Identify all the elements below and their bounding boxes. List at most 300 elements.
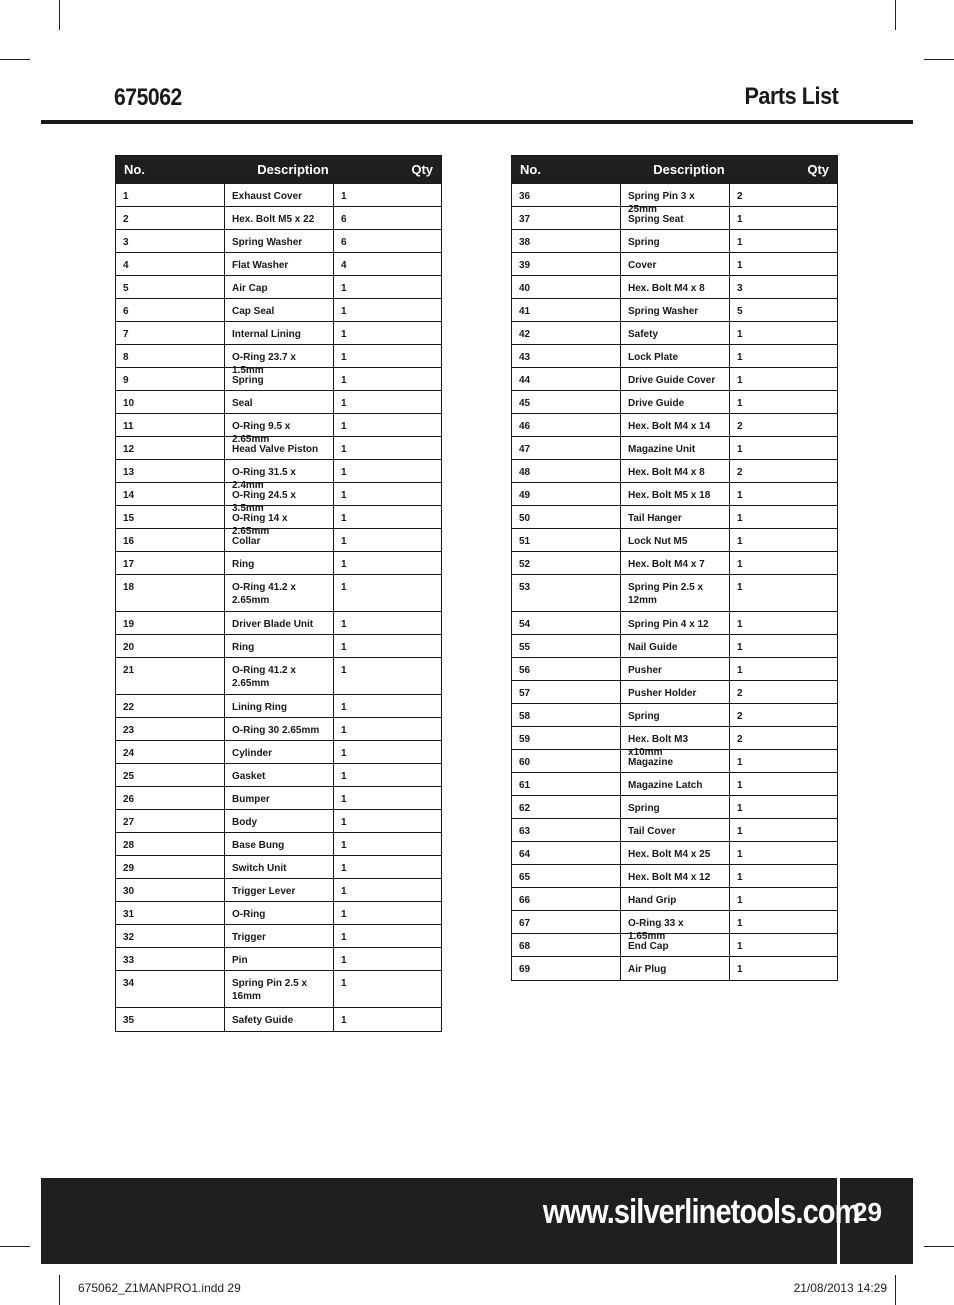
part-number: 33 [116,948,225,970]
part-description: Flat Washer [225,253,334,275]
part-description: Spring [225,368,334,390]
part-number: 42 [512,322,621,344]
part-number: 39 [512,253,621,275]
table-row [512,796,837,819]
crop-mark [0,1246,30,1247]
part-description: Head Valve Piston [225,437,334,459]
part-description: Hex. Bolt M5 x 18 [621,483,730,505]
table-row [512,773,837,796]
part-quantity: 1 [341,536,347,547]
part-quantity: 6 [341,237,347,248]
part-number: 53 [512,575,621,611]
part-description: Hand Grip [621,888,730,910]
part-description: Magazine Unit [621,437,730,459]
table-row [512,635,837,658]
part-number: 57 [512,681,621,703]
part-number: 56 [512,658,621,680]
part-number: 20 [116,635,225,657]
part-number: 16 [116,529,225,551]
part-number: 25 [116,764,225,786]
table-row [116,368,441,391]
part-number: 24 [116,741,225,763]
part-description: Cylinder [225,741,334,763]
part-description: Spring Pin 2.5 x 16mm [225,971,334,1007]
part-quantity: 1 [341,582,347,593]
part-quantity: 1 [341,329,347,340]
part-number: 14 [116,483,225,505]
table-body [512,184,837,980]
table-row [116,230,441,253]
table-row [512,819,837,842]
table-row [512,888,837,911]
column-header-qty: Qty [807,162,829,177]
part-number: 48 [512,460,621,482]
part-number: 7 [116,322,225,344]
part-number: 60 [512,750,621,772]
part-quantity: 6 [341,214,347,225]
part-number: 12 [116,437,225,459]
part-quantity: 1 [341,444,347,455]
table-row [512,437,837,460]
part-description: End Cap [621,934,730,956]
part-quantity: 1 [737,513,743,524]
part-number: 28 [116,833,225,855]
part-number: 43 [512,345,621,367]
part-description: O-Ring 9.5 x 2.65mm [225,414,334,436]
table-row [512,681,837,704]
part-description: Pusher Holder [621,681,730,703]
part-quantity: 1 [737,260,743,271]
table-row [512,414,837,437]
table-row [116,879,441,902]
part-number: 21 [116,658,225,694]
table-row [116,948,441,971]
table-row [512,230,837,253]
table-row [116,345,441,376]
part-description: Internal Lining [225,322,334,344]
table-row [512,483,837,506]
part-quantity: 2 [737,467,743,478]
column-header-qty: Qty [411,162,433,177]
table-row [512,506,837,529]
table-row [512,207,837,230]
table-row [512,658,837,681]
part-description: Hex. Bolt M3 x10mm [621,727,730,749]
part-quantity: 1 [341,978,347,989]
crop-mark [0,59,30,60]
part-description: Magazine Latch [621,773,730,795]
table-row [116,391,441,414]
column-header-description: Description [653,162,725,177]
part-quantity: 1 [341,771,347,782]
part-number: 65 [512,865,621,887]
table-row [116,253,441,276]
table-row [116,635,441,658]
part-description: O-Ring 30 2.65mm [225,718,334,740]
part-description: Gasket [225,764,334,786]
part-number: 68 [512,934,621,956]
table-row [512,865,837,888]
part-quantity: 1 [341,840,347,851]
part-quantity: 1 [341,559,347,570]
crop-mark [895,1275,896,1305]
table-row [116,787,441,810]
part-number: 35 [116,1008,225,1031]
table-row [116,184,441,207]
part-description: Hex. Bolt M4 x 8 [621,276,730,298]
table-row [116,460,441,491]
part-quantity: 5 [737,306,743,317]
part-description: Lock Nut M5 [621,529,730,551]
table-row [512,612,837,635]
table-row [512,957,837,980]
part-number: 15 [116,506,225,528]
part-number: 52 [512,552,621,574]
part-quantity: 1 [737,941,743,952]
table-row [116,810,441,833]
part-number: 58 [512,704,621,726]
part-number: 41 [512,299,621,321]
part-description: O-Ring 31.5 x 2.4mm [225,460,334,482]
part-quantity: 1 [737,826,743,837]
part-quantity: 1 [737,665,743,676]
crop-mark [59,1275,60,1305]
part-description: Ring [225,552,334,574]
table-row [512,529,837,552]
part-description: O-Ring 33 x 1.65mm [621,911,730,933]
part-description: Magazine [621,750,730,772]
part-quantity: 2 [737,191,743,202]
part-number: 27 [116,810,225,832]
part-number: 10 [116,391,225,413]
parts-table-left [115,155,442,1032]
table-row [512,911,837,942]
table-row [512,253,837,276]
part-description: Collar [225,529,334,551]
part-quantity: 1 [737,237,743,248]
part-quantity: 1 [341,817,347,828]
table-row [116,414,441,445]
part-quantity: 1 [341,955,347,966]
part-description: Tail Cover [621,819,730,841]
part-number: 50 [512,506,621,528]
part-number: 17 [116,552,225,574]
part-quantity: 2 [737,688,743,699]
part-number: 59 [512,727,621,749]
column-header-description: Description [257,162,329,177]
part-quantity: 1 [341,513,347,524]
page-number: 29 [853,1197,882,1227]
part-quantity: 1 [737,918,743,929]
part-quantity: 1 [341,665,347,676]
part-number: 45 [512,391,621,413]
part-description: O-Ring 41.2 x 2.65mm [225,658,334,694]
table-row [512,276,837,299]
table-row [512,750,837,773]
part-number: 4 [116,253,225,275]
part-quantity: 1 [737,895,743,906]
part-quantity: 1 [341,421,347,432]
page-title: Parts List [744,83,838,110]
table-row [116,741,441,764]
part-number: 30 [116,879,225,901]
part-quantity: 1 [737,398,743,409]
part-description: Pin [225,948,334,970]
table-row [116,902,441,925]
slug-timestamp: 21/08/2013 14:29 [793,1281,887,1295]
table-row [116,299,441,322]
part-number: 8 [116,345,225,367]
table-row [116,695,441,718]
part-number: 29 [116,856,225,878]
table-row [512,460,837,483]
part-description: Body [225,810,334,832]
table-row [512,345,837,368]
part-quantity: 1 [341,909,347,920]
part-description: Air Cap [225,276,334,298]
part-number: 67 [512,911,621,933]
part-quantity: 1 [341,886,347,897]
part-description: Spring [621,230,730,252]
part-description: Safety [621,322,730,344]
part-quantity: 1 [341,306,347,317]
part-quantity: 4 [341,260,347,271]
table-row [512,184,837,215]
part-description: Seal [225,391,334,413]
part-quantity: 1 [341,725,347,736]
table-row [116,552,441,575]
part-description: Base Bung [225,833,334,855]
crop-mark [924,59,954,60]
part-description: Hex. Bolt M4 x 12 [621,865,730,887]
table-header [512,156,837,184]
website-url[interactable]: www.silverlinetools.com [543,1193,860,1231]
part-number: 66 [512,888,621,910]
part-quantity: 1 [341,1015,347,1026]
table-row [512,299,837,322]
part-quantity: 1 [737,559,743,570]
part-description: Exhaust Cover [225,184,334,206]
part-quantity: 1 [737,872,743,883]
part-description: Lock Plate [621,345,730,367]
part-number: 61 [512,773,621,795]
part-quantity: 2 [737,734,743,745]
part-quantity: 1 [737,964,743,975]
part-number: 22 [116,695,225,717]
part-number: 13 [116,460,225,482]
part-quantity: 1 [737,444,743,455]
table-row [512,575,837,612]
part-quantity: 1 [341,352,347,363]
part-quantity: 1 [341,748,347,759]
part-number: 34 [116,971,225,1007]
part-description: Drive Guide Cover [621,368,730,390]
part-description: Spring Washer [225,230,334,252]
part-description: Switch Unit [225,856,334,878]
table-row [116,925,441,948]
table-row [512,552,837,575]
part-quantity: 1 [341,283,347,294]
table-row [512,934,837,957]
part-quantity: 1 [341,863,347,874]
part-number: 64 [512,842,621,864]
part-description: Cover [621,253,730,275]
table-row [116,612,441,635]
part-number: 37 [512,207,621,229]
part-description: Spring [621,704,730,726]
parts-table-right [511,155,838,981]
part-description: Ring [225,635,334,657]
part-number: 55 [512,635,621,657]
part-quantity: 1 [737,490,743,501]
part-description: Spring Seat [621,207,730,229]
part-quantity: 1 [737,352,743,363]
part-quantity: 2 [737,421,743,432]
part-number: 23 [116,718,225,740]
crop-mark [924,1246,954,1247]
crop-mark [895,0,896,30]
part-description: Spring [621,796,730,818]
table-header [116,156,441,184]
part-description: Driver Blade Unit [225,612,334,634]
part-description: Spring Pin 4 x 12 [621,612,730,634]
part-quantity: 1 [737,214,743,225]
slug-filename: 675062_Z1MANPRO1.indd 29 [78,1281,241,1295]
table-row [116,856,441,879]
part-description: Hex. Bolt M5 x 22 [225,207,334,229]
part-quantity: 1 [341,398,347,409]
header-rule [41,120,913,124]
part-description: O-Ring 41.2 x 2.65mm [225,575,334,611]
table-row [116,764,441,787]
part-description: Pusher [621,658,730,680]
part-quantity: 1 [737,619,743,630]
table-row [116,718,441,741]
table-row [512,842,837,865]
part-quantity: 1 [737,329,743,340]
table-row [116,658,441,695]
part-description: Tail Hanger [621,506,730,528]
part-description: Hex. Bolt M4 x 7 [621,552,730,574]
part-number: 47 [512,437,621,459]
part-number: 62 [512,796,621,818]
table-row [116,833,441,856]
part-number: 1 [116,184,225,206]
part-description: Trigger [225,925,334,947]
part-description: Hex. Bolt M4 x 14 [621,414,730,436]
table-row [116,322,441,345]
part-quantity: 1 [341,490,347,501]
model-number: 675062 [114,84,182,111]
table-row [512,727,837,758]
table-row [116,529,441,552]
part-quantity: 2 [737,711,743,722]
part-description: Hex. Bolt M4 x 25 [621,842,730,864]
part-description: Spring Pin 3 x 25mm [621,184,730,206]
part-number: 69 [512,957,621,980]
part-description: Hex. Bolt M4 x 8 [621,460,730,482]
part-number: 6 [116,299,225,321]
table-row [116,483,441,514]
table-row [116,1008,441,1031]
column-header-no: No. [124,162,145,177]
part-quantity: 1 [737,849,743,860]
part-number: 18 [116,575,225,611]
part-number: 49 [512,483,621,505]
part-quantity: 3 [737,283,743,294]
table-row [512,704,837,727]
table-row [116,207,441,230]
table-row [512,322,837,345]
part-quantity: 1 [737,780,743,791]
part-number: 31 [116,902,225,924]
part-quantity: 1 [341,642,347,653]
part-number: 2 [116,207,225,229]
part-number: 3 [116,230,225,252]
part-description: Spring Pin 2.5 x 12mm [621,575,730,611]
table-row [512,368,837,391]
part-description: Cap Seal [225,299,334,321]
part-number: 11 [116,414,225,436]
part-quantity: 1 [737,803,743,814]
part-quantity: 1 [341,375,347,386]
table-row [116,276,441,299]
part-quantity: 1 [341,702,347,713]
column-header-no: No. [520,162,541,177]
part-number: 44 [512,368,621,390]
part-quantity: 1 [737,582,743,593]
part-number: 51 [512,529,621,551]
part-description: Nail Guide [621,635,730,657]
part-number: 38 [512,230,621,252]
part-description: O-Ring 23.7 x 1.5mm [225,345,334,367]
table-body [116,184,441,1031]
part-description: O-Ring 14 x 2.65mm [225,506,334,528]
part-description: O-Ring 24.5 x 3.5mm [225,483,334,505]
part-number: 5 [116,276,225,298]
part-description: Air Plug [621,957,730,980]
part-description: Drive Guide [621,391,730,413]
part-quantity: 1 [341,191,347,202]
part-quantity: 1 [341,932,347,943]
part-number: 36 [512,184,621,206]
part-number: 46 [512,414,621,436]
part-quantity: 1 [341,619,347,630]
part-description: Spring Washer [621,299,730,321]
table-row [116,506,441,537]
part-number: 63 [512,819,621,841]
part-quantity: 1 [737,642,743,653]
part-number: 9 [116,368,225,390]
part-description: Bumper [225,787,334,809]
part-quantity: 1 [737,757,743,768]
table-row [116,575,441,612]
part-number: 32 [116,925,225,947]
part-number: 19 [116,612,225,634]
part-quantity: 1 [737,375,743,386]
part-quantity: 1 [341,467,347,478]
part-description: Safety Guide [225,1008,334,1031]
table-row [116,437,441,460]
part-quantity: 1 [737,536,743,547]
part-description: O-Ring [225,902,334,924]
table-row [116,971,441,1008]
part-description: Lining Ring [225,695,334,717]
part-quantity: 1 [341,794,347,805]
part-number: 26 [116,787,225,809]
part-description: Trigger Lever [225,879,334,901]
crop-mark [59,0,60,30]
